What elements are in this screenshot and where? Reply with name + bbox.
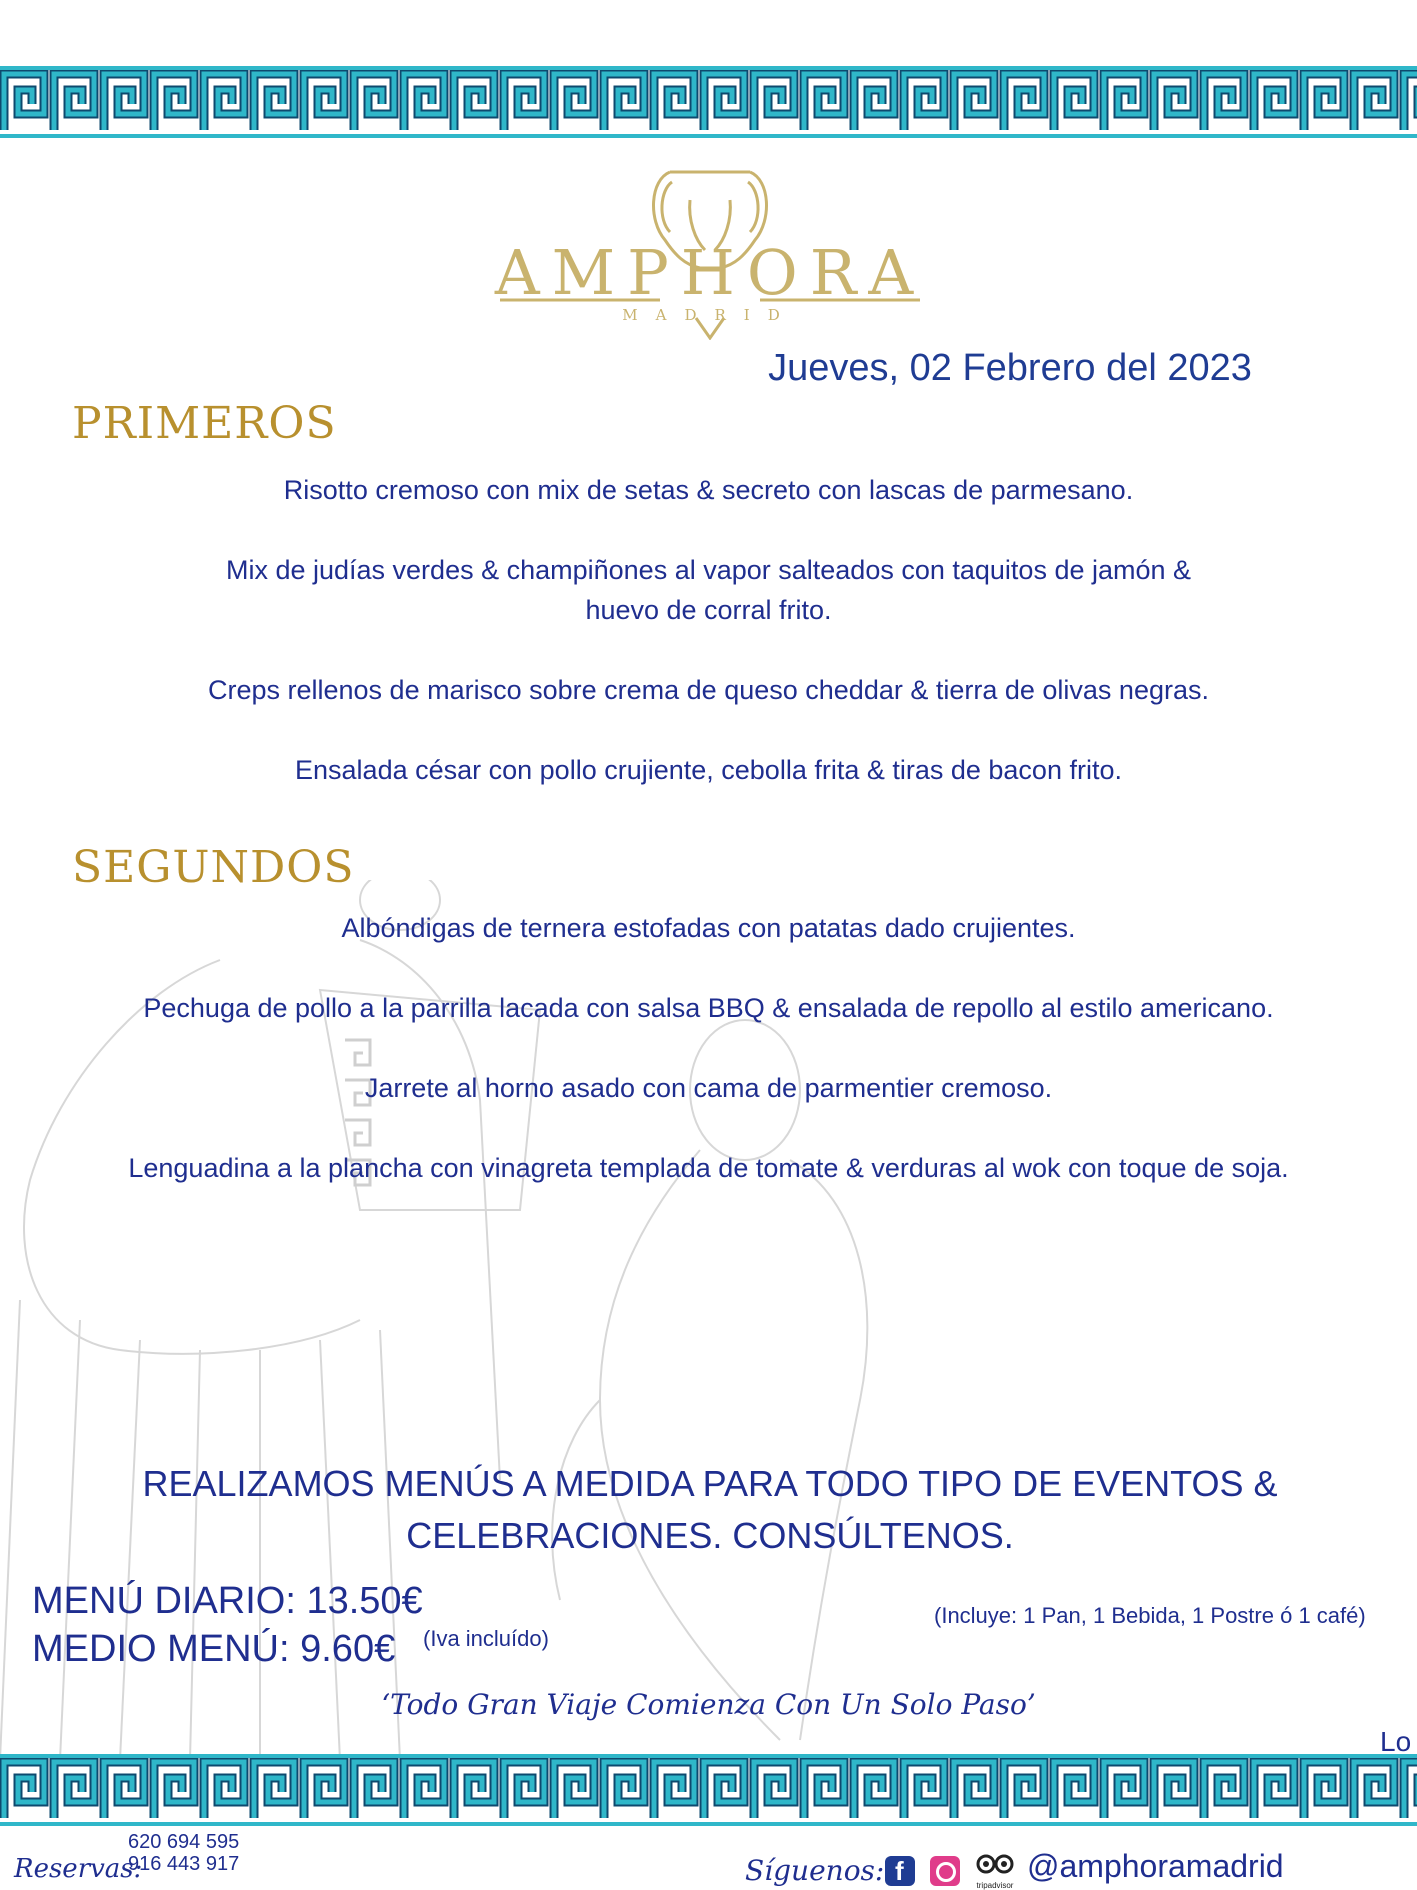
reservas-label: Reservas:: [14, 1854, 143, 1884]
phone-number[interactable]: 916 443 917: [128, 1853, 240, 1875]
dish-item: Albóndigas de ternera estofadas con patatas dado crujientes.: [341, 913, 1076, 943]
includes-note: (Incluye: 1 Pan, 1 Bebida, 1 Postre ó 1 café): [934, 1603, 1366, 1628]
dish-item: Risotto cremoso con mix de setas & secreto con lascas de parmesano.: [283, 475, 1134, 505]
dish-item: Lenguadina a la plancha con vinagreta templada de tomate & verduras al wok con toque de soja.: [128, 1153, 1289, 1183]
edge-text: Lo: [1380, 1726, 1412, 1757]
section-title-primeros: PRIMEROS: [72, 398, 337, 449]
dish-item: Creps rellenos de marisco sobre crema de queso cheddar & tierra de olivas negras.: [207, 675, 1209, 705]
instagram-icon[interactable]: [930, 1856, 960, 1886]
menu-date: Jueves, 02 Febrero del 2023: [768, 347, 1252, 389]
dish-item: Pechuga de pollo a la parrilla lacada con salsa BBQ & ensalada de repollo al estilo americano.: [143, 993, 1274, 1023]
events-promo: REALIZAMOS MENÚS A MEDIDA PARA TODO TIPO DE EVENTOS & CELEBRACIONES. CONSÚLTENOS.: [142, 1463, 1278, 1556]
instagram-handle[interactable]: @amphoramadrid: [1027, 1848, 1284, 1884]
tripadvisor-icon[interactable]: [975, 1852, 1015, 1890]
dish-item: Jarrete al horno asado con cama de parmentier cremoso.: [364, 1073, 1053, 1103]
facebook-icon[interactable]: f: [885, 1856, 915, 1886]
follow-label: Síguenos:: [745, 1854, 885, 1887]
logo-wordmark: AMPHORA: [494, 236, 926, 309]
motto-quote: ‘Todo Gran Viaje Comienza Con Un Solo Paso’: [381, 1688, 1036, 1721]
tripadvisor-caption: tripadvisor: [976, 1881, 1014, 1890]
amphora-logo: [490, 160, 930, 340]
dish-item: Mix de judías verdes & champiñones al vapor salteados con taquitos de jamón & huevo de corral frito.: [225, 555, 1192, 625]
dish-item: Ensalada césar con pollo crujiente, cebolla frita & tiras de bacon frito.: [295, 755, 1122, 785]
phone-number[interactable]: 620 694 595: [128, 1831, 240, 1853]
iva-note: (Iva incluído): [423, 1626, 549, 1651]
menu-diario-price: MENÚ DIARIO: 13.50€: [32, 1580, 423, 1622]
logo-subtitle: MADRID: [622, 306, 798, 324]
top-greek-key-border: [0, 64, 1417, 164]
medio-menu-price: MEDIO MENÚ: 9.60€: [32, 1628, 396, 1670]
section-title-segundos: SEGUNDOS: [72, 842, 355, 893]
